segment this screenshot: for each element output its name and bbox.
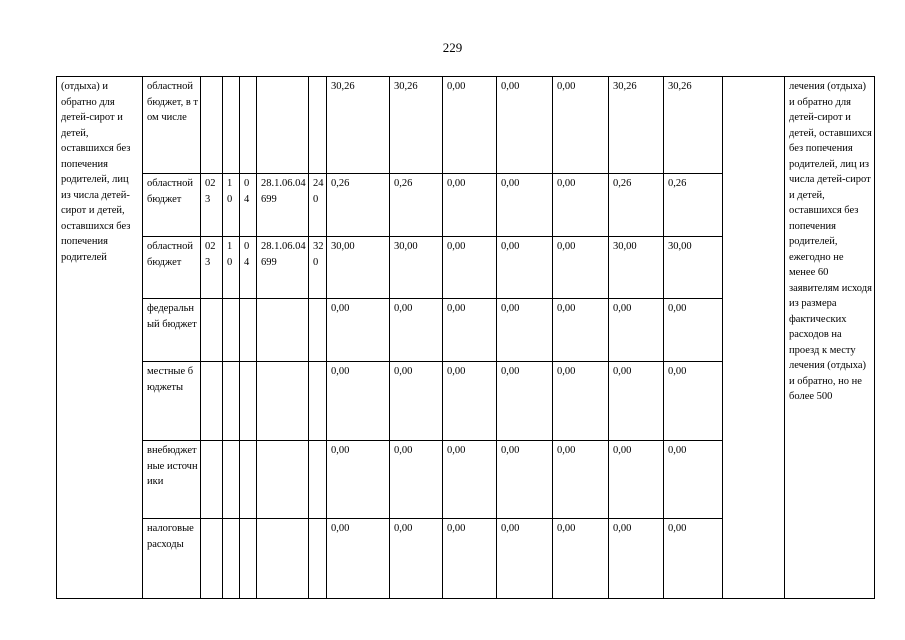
value-cell-total: 0,00 — [327, 299, 390, 362]
budget-table — [56, 76, 875, 599]
value-cell: 0,00 — [553, 362, 609, 441]
funding-source-cell: областной бюджет — [143, 237, 201, 299]
grbs-cell — [201, 362, 223, 441]
table-row — [57, 77, 875, 174]
csr-cell: 28.1.06.04699 — [257, 174, 309, 237]
value-cell: 0,00 — [497, 362, 553, 441]
value-cell: 0,00 — [609, 299, 664, 362]
value-cell-total: 0,00 — [327, 519, 390, 599]
value-cell: 0,00 — [497, 519, 553, 599]
pr-cell: 04 — [240, 174, 257, 237]
value-cell: 30,26 — [664, 77, 723, 174]
value-cell: 0,00 — [443, 362, 497, 441]
expected-result-cell: лечения (отдыха) и обратно для детей-сирот и детей, оставшихся без попечения родителей, лиц из числа детей-сирот и детей, оставшихся без попечения родителей, ежегодно не менее 60 заявителям исходя из размера фактических расходов на проезд к месту лечения (отдыха) и обратно, но не более 500 — [785, 77, 875, 599]
value-cell: 30,00 — [664, 237, 723, 299]
csr-cell — [257, 441, 309, 519]
vr-cell — [309, 77, 327, 174]
page-number: 229 — [442, 40, 463, 55]
value-cell: 0,26 — [664, 174, 723, 237]
grbs-cell — [201, 519, 223, 599]
value-cell: 0,00 — [443, 441, 497, 519]
csr-cell: 28.1.06.04699 — [257, 237, 309, 299]
value-cell: 0,00 — [443, 299, 497, 362]
value-cell: 0,00 — [443, 174, 497, 237]
rz-cell — [223, 362, 240, 441]
value-cell: 0,00 — [497, 237, 553, 299]
funding-source-cell: местные бюджеты — [143, 362, 201, 441]
funding-source-cell: областной бюджет — [143, 174, 201, 237]
value-cell-total: 0,00 — [327, 362, 390, 441]
value-cell: 0,00 — [443, 237, 497, 299]
pr-cell: 04 — [240, 237, 257, 299]
pr-cell — [240, 299, 257, 362]
pr-cell — [240, 362, 257, 441]
rz-cell — [223, 299, 240, 362]
rz-cell: 10 — [223, 174, 240, 237]
rz-cell — [223, 77, 240, 174]
value-cell: 0,00 — [553, 174, 609, 237]
empty-cell — [723, 77, 785, 599]
value-cell-total: 0,26 — [327, 174, 390, 237]
grbs-cell — [201, 299, 223, 362]
csr-cell — [257, 299, 309, 362]
value-cell: 0,00 — [664, 519, 723, 599]
value-cell: 0,26 — [609, 174, 664, 237]
value-cell: 0,00 — [609, 441, 664, 519]
value-cell: 0,00 — [553, 299, 609, 362]
funding-source-cell: внебюджетные источники — [143, 441, 201, 519]
vr-cell — [309, 362, 327, 441]
value-cell: 0,00 — [390, 441, 443, 519]
value-cell: 0,00 — [497, 299, 553, 362]
value-cell-total: 0,00 — [327, 441, 390, 519]
vr-cell — [309, 441, 327, 519]
vr-cell: 240 — [309, 174, 327, 237]
csr-cell — [257, 77, 309, 174]
grbs-cell — [201, 77, 223, 174]
value-cell: 30,00 — [390, 237, 443, 299]
value-cell: 0,00 — [664, 299, 723, 362]
csr-cell — [257, 519, 309, 599]
event-name-cell: (отдыха) и обратно для детей-сирот и детей, оставшихся без попечения родителей, лиц из числа детей-сирот и детей, оставшихся без попечения родителей — [57, 77, 143, 599]
value-cell: 0,00 — [609, 519, 664, 599]
value-cell: 30,00 — [609, 237, 664, 299]
value-cell: 0,00 — [664, 362, 723, 441]
funding-source-cell: областной бюджет, в том числе — [143, 77, 201, 174]
funding-source-cell: федеральный бюджет — [143, 299, 201, 362]
value-cell: 0,00 — [553, 77, 609, 174]
value-cell: 0,00 — [497, 77, 553, 174]
rz-cell — [223, 441, 240, 519]
funding-source-cell: налоговые расходы — [143, 519, 201, 599]
vr-cell — [309, 299, 327, 362]
value-cell: 0,00 — [390, 362, 443, 441]
rz-cell: 10 — [223, 237, 240, 299]
grbs-cell: 023 — [201, 237, 223, 299]
value-cell: 0,00 — [390, 299, 443, 362]
value-cell-total: 30,00 — [327, 237, 390, 299]
grbs-cell: 023 — [201, 174, 223, 237]
pr-cell — [240, 441, 257, 519]
value-cell: 30,26 — [609, 77, 664, 174]
value-cell: 0,00 — [609, 362, 664, 441]
value-cell: 0,00 — [443, 77, 497, 174]
value-cell: 0,00 — [497, 174, 553, 237]
value-cell-total: 30,26 — [327, 77, 390, 174]
value-cell: 0,00 — [443, 519, 497, 599]
value-cell: 30,26 — [390, 77, 443, 174]
pr-cell — [240, 77, 257, 174]
value-cell: 0,00 — [390, 519, 443, 599]
value-cell: 0,00 — [553, 441, 609, 519]
vr-cell: 320 — [309, 237, 327, 299]
rz-cell — [223, 519, 240, 599]
value-cell: 0,00 — [664, 441, 723, 519]
value-cell: 0,00 — [553, 237, 609, 299]
grbs-cell — [201, 441, 223, 519]
value-cell: 0,00 — [553, 519, 609, 599]
value-cell: 0,00 — [497, 441, 553, 519]
value-cell: 0,26 — [390, 174, 443, 237]
vr-cell — [309, 519, 327, 599]
csr-cell — [257, 362, 309, 441]
pr-cell — [240, 519, 257, 599]
